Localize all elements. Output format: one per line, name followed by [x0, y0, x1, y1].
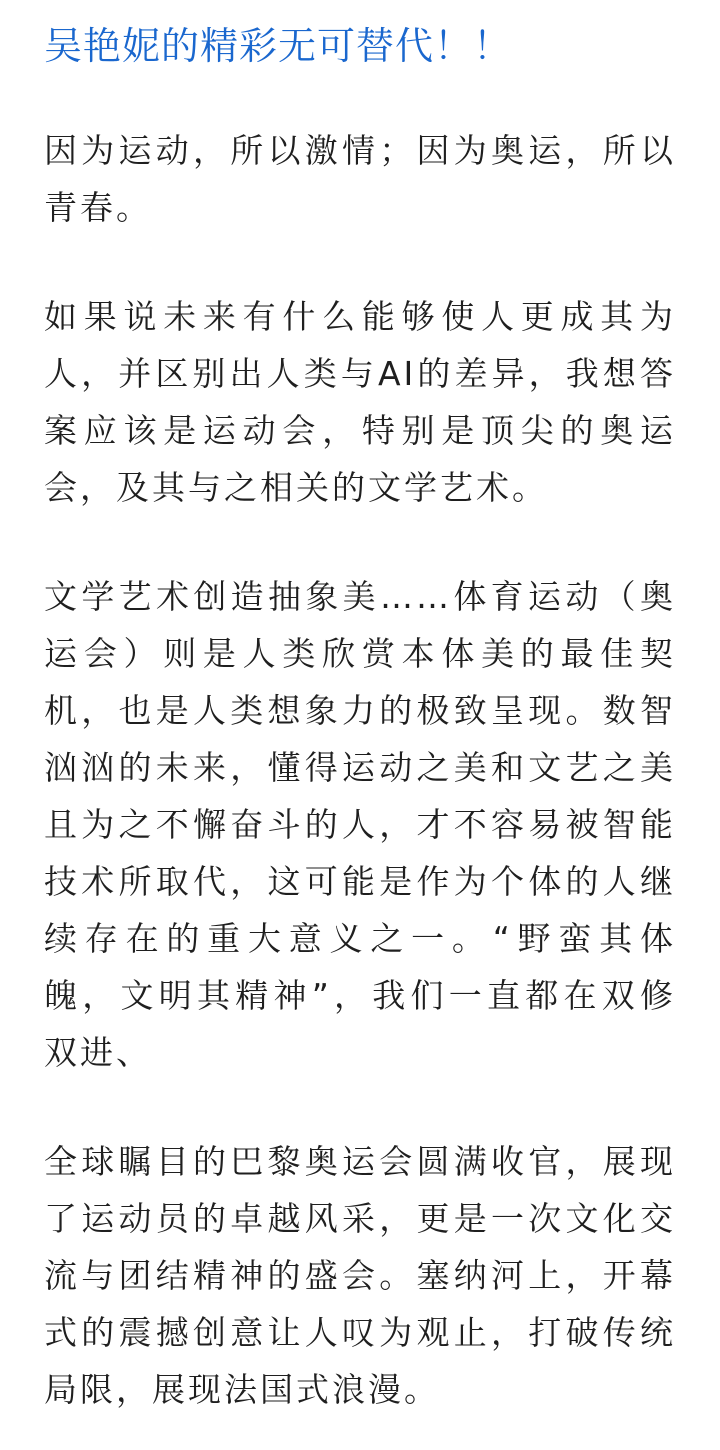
article-title: 吴艳妮的精彩无可替代！！ [44, 24, 513, 68]
paragraph-humans-and-ai: 如果说未来有什么能够使人更成其为人，并区别出人类与AI的差异，我想答案应该是运动会，特别是顶尖的奥运会，及其与之相关的文学艺术。 [44, 297, 676, 507]
paragraph-paris-olympics: 全球瞩目的巴黎奥运会圆满收官，展现了运动员的卓越风采，更是一次文化交流与团结精神的盛会。塞纳河上，开幕式的震撼创意让人叹为观止，打破传统局限，展现法国式浪漫。 [44, 1142, 676, 1409]
paragraph-art-and-sport-beauty: 文学艺术创造抽象美……体育运动（奥运会）则是人类欣赏本体美的最佳契机，也是人类想象力的极致呈现。数智汹汹的未来，懂得运动之美和文艺之美且为之不懈奋斗的人，才不容易被智能技术所取代，这可能是作为个体的人继续存在的重大意义之一。“野蛮其体魄，文明其精神”，我们一直都在双修双进、 [44, 577, 676, 1072]
paragraph-sport-passion: 因为运动，所以激情；因为奥运，所以青春。 [44, 131, 676, 227]
